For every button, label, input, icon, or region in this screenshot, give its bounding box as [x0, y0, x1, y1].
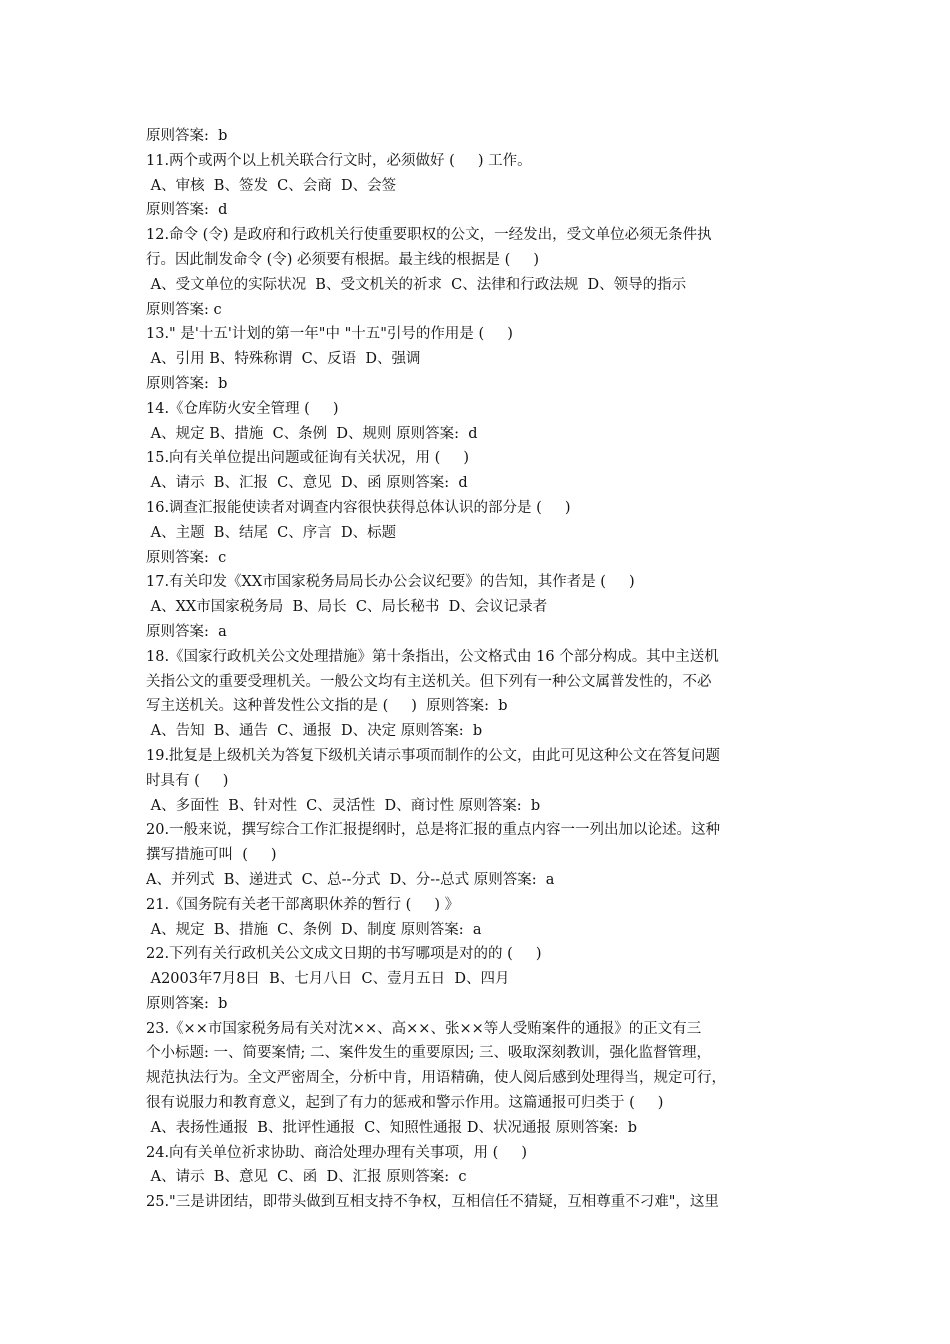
text-line: A、多面性 B、针对性 C、灵活性 D、商讨性 原则答案: b	[146, 797, 541, 814]
text-line: A、规定 B、措施 C、条例 D、规则 原则答案: d	[146, 425, 478, 442]
text-line: 个小标题: 一、简要案情; 二、案件发生的重要原因; 三、吸取深刻教训，强化监督管理，	[146, 1045, 711, 1062]
text-line: A、规定 B、措施 C、条例 D、制度 原则答案: a	[146, 921, 482, 938]
text-line: 原则答案: c	[146, 549, 227, 566]
text-line: 原则答案: b	[146, 995, 228, 1012]
text-line: 撰写措施可叫 ( )	[146, 847, 277, 864]
text-line: 16.调查汇报能使读者对调查内容很快获得总体认识的部分是 ( )	[146, 499, 571, 516]
text-line: 22.下列有关行政机关公文成文日期的书写哪项是对的的 ( )	[146, 946, 542, 963]
text-line: 14.《仓库防火安全管理 ( )	[146, 400, 339, 417]
text-line: 20.一般来说，撰写综合工作汇报提纲时，总是将汇报的重点内容一一列出加以论述。这种	[146, 822, 721, 839]
text-line: 时具有 ( )	[146, 772, 229, 789]
text-line: 12.命令 (令) 是政府和行政机关行使重要职权的公文，一经发出，受文单位必须无条件执	[146, 227, 712, 244]
text-line: 21.《国务院有关老干部离职休养的暂行 ( ) 》	[146, 896, 460, 913]
text-line: A、并列式 B、递进式 C、总--分式 D、分--总式 原则答案: a	[146, 871, 555, 888]
text-line: 11.两个或两个以上机关联合行文时，必须做好 ( ) 工作。	[146, 152, 532, 169]
text-line: A、XX市国家税务局 B、局长 C、局长秘书 D、会议记录者	[146, 599, 548, 616]
text-line: A、主题 B、结尾 C、序言 D、标题	[146, 524, 397, 541]
text-line: 原则答案: b	[146, 375, 228, 392]
text-line: 原则答案: a	[146, 623, 227, 640]
text-line: 19.批复是上级机关为答复下级机关请示事项而制作的公文，由此可见这种公文在答复问题	[146, 747, 721, 764]
text-line: 行。因此制发命令 (令) 必须要有根据。最主线的根据是 ( )	[146, 251, 539, 268]
text-line: 原则答案: b	[146, 128, 228, 144]
text-line: 关指公文的重要受理机关。一般公文均有主送机关。但下列有一种公文属普发性的，不必	[146, 673, 712, 690]
text-line: A、受文单位的实际状况 B、受文机关的祈求 C、法律和行政法规 D、领导的指示	[146, 276, 687, 293]
text-line: 规范执法行为。全文严密周全，分析中肯，用语精确，使人阅后感到处理得当，规定可行，	[146, 1070, 726, 1087]
text-line: 23.《××市国家税务局有关对沈××、高××、张××等人受贿案件的通报》的正文有三	[146, 1020, 702, 1037]
text-line: 17.有关印发《XX市国家税务局局长办公会议纪要》的告知，其作者是 ( )	[146, 574, 635, 591]
text-line: A、引用 B、特殊称谓 C、反语 D、强调	[146, 351, 421, 368]
document-body	[146, 124, 818, 1215]
text-line: A、请示 B、汇报 C、意见 D、函 原则答案: d	[146, 475, 468, 492]
text-line: 24.向有关单位祈求协助、商洽处理办理有关事项，用 ( )	[146, 1144, 528, 1161]
text-line: A、请示 B、意见 C、函 D、汇报 原则答案: c	[146, 1169, 467, 1186]
text-line: A、告知 B、通告 C、通报 D、决定 原则答案: b	[146, 723, 483, 740]
text-line: 13." 是'十五'计划的第一年"中 "十五"引号的作用是 ( )	[146, 326, 513, 343]
text-line: A、表扬性通报 B、批评性通报 C、知照性通报 D、状况通报 原则答案: b	[146, 1119, 637, 1136]
text-line: 很有说服力和教育意义，起到了有力的惩戒和警示作用。这篇通报可归类于 ( )	[146, 1095, 664, 1112]
text-line: A2003年7月8日 B、七月八日 C、壹月五日 D、四月	[146, 971, 510, 988]
text-line: 原则答案: d	[146, 202, 228, 219]
text-line: A、审核 B、签发 C、会商 D、会签	[146, 177, 397, 194]
text-line: 15.向有关单位提出问题或征询有关状况，用 ( )	[146, 450, 470, 467]
text-line: 原则答案: c	[146, 301, 222, 318]
text-line: 18.《国家行政机关公文处理措施》第十条指出，公文格式由 16 个部分构成。其中主送机	[146, 648, 719, 665]
text-line: 25."三是讲团结，即带头做到互相支持不争权，互相信任不猜疑，互相尊重不刁难"，这里	[146, 1194, 719, 1211]
text-line: 写主送机关。这种普发性公文指的是 ( ) 原则答案: b	[146, 698, 508, 715]
